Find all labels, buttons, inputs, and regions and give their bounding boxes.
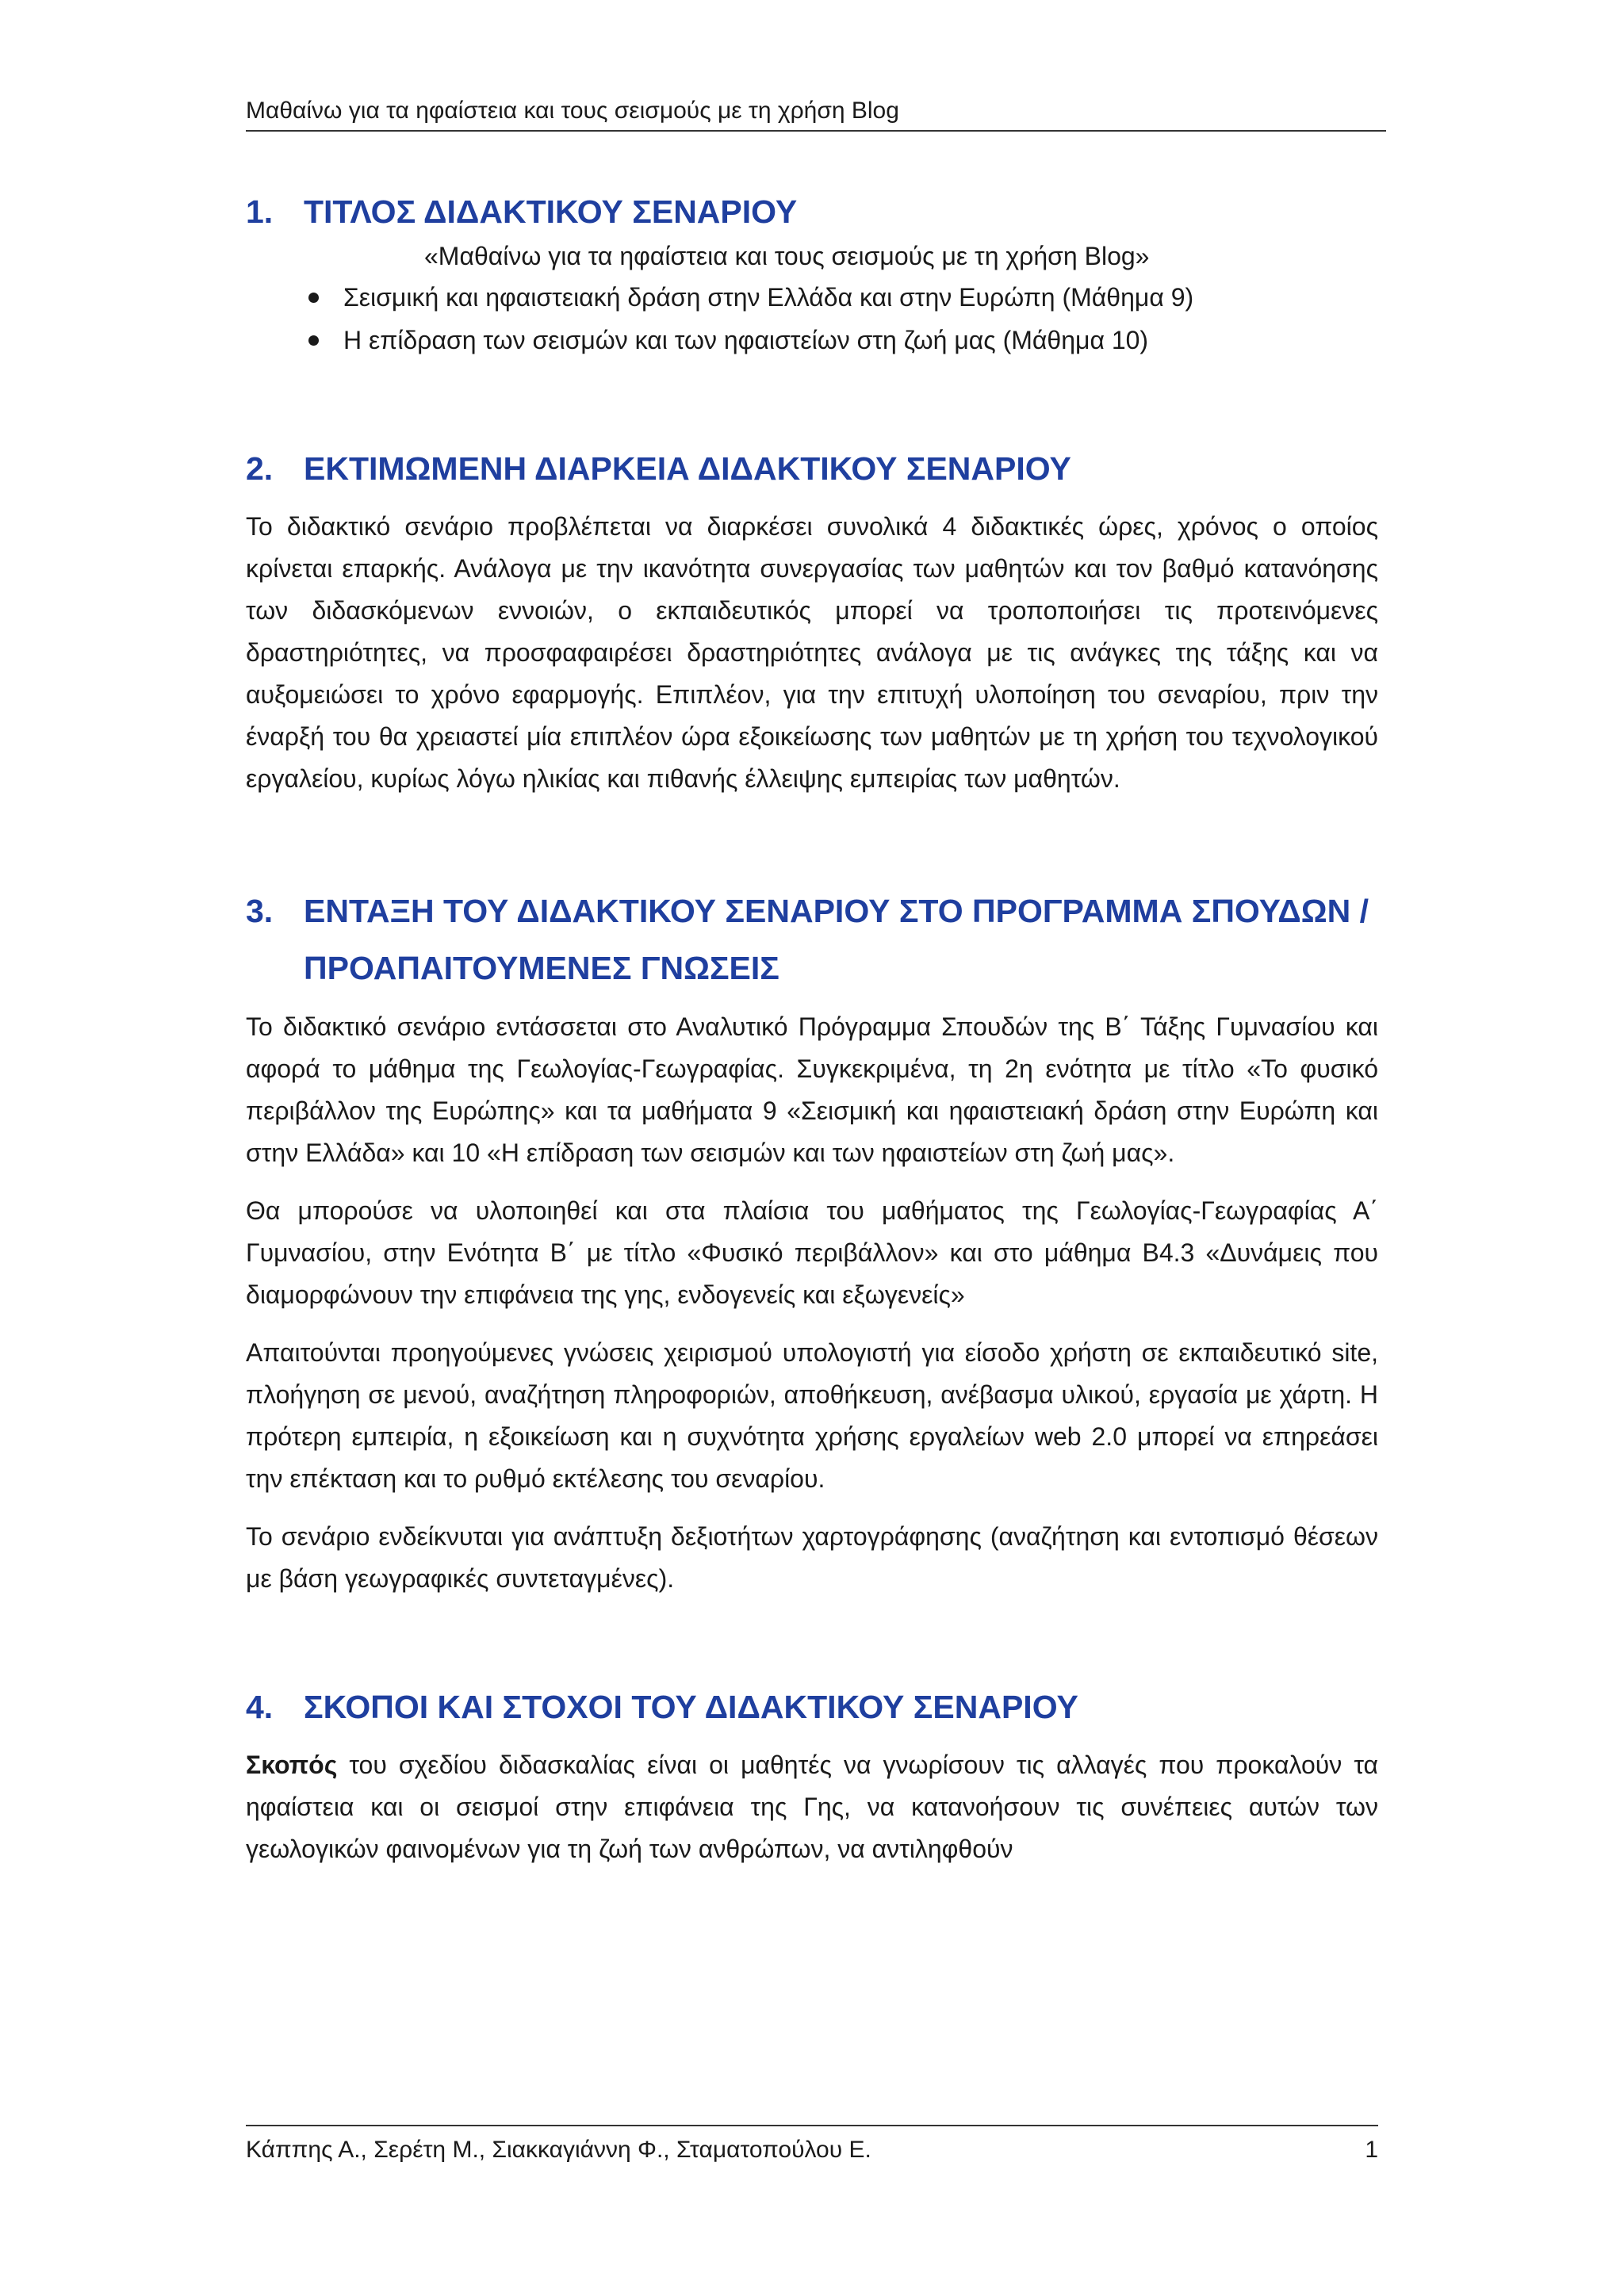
section-4-heading bbox=[246, 1682, 1378, 1732]
page-number: 1 bbox=[1365, 2137, 1378, 2163]
section-2-paragraph: Το διδακτικό σενάριο προβλέπεται να διαρκέσει συνολικά 4 διδακτικές ώρες, χρόνος ο οποίος κρίνεται επαρκής. Ανάλογα με την ικανότητα συνεργασίας των μαθητών και τον βαθμό κατανόησης των διδασκόμενων εννοιών, ο εκπαιδευτικός μπορεί να τροποποιήσει τις προτεινόμενες δραστηριότητες, να προσφαφαιρέσει δραστηριότητες ανάλογα με τις ανάγκες της τάξης και να αυξομειώσει το χρόνο εφαρμογής. Επιπλέον, για την επιτυχή υλοποίηση του σεναρίου, πριν την έναρξή του θα χρειαστεί μία επιπλέον ώρα εξοικείωσης των μαθητών με τη χρήση του τεχνολογικού εργαλείου, κυρίως λόγω ηλικίας και πιθανής έλλειψης εμπειρίας των μαθητών. bbox=[246, 512, 1378, 793]
document-body bbox=[246, 187, 1378, 1870]
section-4-number: 4. bbox=[246, 1689, 274, 1725]
aim-label: Σκοπός bbox=[246, 1751, 338, 1779]
section-3-paragraph-3: Απαιτούνται προηγούμενες γνώσεις χειρισμού υπολογιστή για είσοδο χρήστη σε εκπαιδευτικό site, πλοήγηση σε μενού, αναζήτηση πληροφοριών, αποθήκευση, ανέβασμα υλικού, εργασία με χάρτη. Η πρότερη εμπειρία, η εξοικείωση και η συχνότητα χρήσης εργαλείων web 2.0 μπορεί να επηρεάσει την επέκταση και το ρυθμό εκτέλεσης του σεναρίου. bbox=[246, 1338, 1378, 1493]
footer-authors: Κάππης Α., Σερέτη Μ., Σιακκαγιάννη Φ., Σταματοπούλου Ε. bbox=[246, 2137, 871, 2163]
list-item bbox=[304, 319, 1378, 362]
lesson-list bbox=[246, 276, 1378, 362]
section-1-heading bbox=[246, 187, 1378, 236]
section-3-paragraph-4: Το σενάριο ενδείκνυται για ανάπτυξη δεξιοτήτων χαρτογράφησης (αναζήτηση και εντοπισμό θέσεων με βάση γεωγραφικές συντεταγμένες). bbox=[246, 1522, 1378, 1593]
header-title: Μαθαίνω για τα ηφαίστεια και τους σεισμούς με τη χρήση Blog bbox=[246, 98, 899, 124]
section-2-heading bbox=[246, 444, 1378, 493]
section-2-title: ΕΚΤΙΜΩΜΕΝΗ ΔΙΑΡΚΕΙΑ ΔΙΔΑΚΤΙΚΟΥ ΣΕΝΑΡΙΟΥ bbox=[304, 450, 1071, 487]
section-1-title: ΤΙΤΛΟΣ ΔΙΔΑΚΤΙΚΟΥ ΣΕΝΑΡΙΟΥ bbox=[304, 193, 798, 230]
section-1-number: 1. bbox=[246, 193, 274, 230]
section-2-number: 2. bbox=[246, 450, 274, 487]
section-3-number: 3. bbox=[246, 893, 274, 929]
list-item-text: Η επίδραση των σεισμών και των ηφαιστείων στη ζωή μας (Μάθημα 10) bbox=[343, 326, 1149, 354]
section-3-paragraph-1: Το διδακτικό σενάριο εντάσσεται στο Αναλυτικό Πρόγραμμα Σπουδών της Β΄ Τάξης Γυμνασίου και αφορά το μάθημα της Γεωλογίας-Γεωγραφίας. Συγκεκριμένα, τη 2η ενότητα με τίτλο «Το φυσικό περιβάλλον της Ευρώπης» και τα μαθήματα 9 «Σεισμική και ηφαιστειακή δράση στην Ευρώπη και στην Ελλάδα» και 10 «Η επίδραση των σεισμών και των ηφαιστείων στη ζωή μας». bbox=[246, 1012, 1378, 1167]
section-3-title: ΕΝΤΑΞΗ ΤΟΥ ΔΙΔΑΚΤΙΚΟΥ ΣΕΝΑΡΙΟΥ ΣΤΟ ΠΡΟΓΡΑΜΜΑ ΣΠΟΥΔΩΝ / ΠΡΟΑΠΑΙΤΟΥΜΕΝΕΣ ΓΝΩΣΕΙΣ bbox=[304, 893, 1369, 986]
aim-text: του σχεδίου διδασκαλίας είναι οι μαθητές να γνωρίσουν τις αλλαγές που προκαλούν τα ηφαίστεια και οι σεισμοί στην επιφάνεια της Γης, να κατανοήσουν τις συνέπειες αυτών των γεωλογικών φαινομένων για τη ζωή των ανθρώπων, να αντιληφθούν bbox=[246, 1751, 1378, 1863]
page-header bbox=[246, 95, 1386, 132]
bullet-icon bbox=[308, 293, 319, 303]
section-3-paragraph-2: Θα μπορούσε να υλοποιηθεί και στα πλαίσια του μαθήματος της Γεωλογίας-Γεωγραφίας Α΄ Γυμνασίου, στην Ενότητα Β΄ με τίτλο «Φυσικό περιβάλλον» και στο μάθημα Β4.3 «Δυνάμεις που διαμορφώνουν την επιφάνεια της γης, ενδογενείς και εξωγενείς» bbox=[246, 1196, 1378, 1309]
section-4-title: ΣΚΟΠΟΙ ΚΑΙ ΣΤΟΧΟΙ ΤΟΥ ΔΙΔΑΚΤΙΚΟΥ ΣΕΝΑΡΙΟΥ bbox=[304, 1689, 1078, 1725]
section-3-heading bbox=[246, 882, 1378, 997]
list-item bbox=[304, 276, 1378, 319]
page-footer bbox=[246, 2125, 1378, 2166]
section-4-paragraph bbox=[246, 1744, 1378, 1870]
scenario-subtitle: «Μαθαίνω για τα ηφαίστεια και τους σεισμούς με τη χρήση Blog» bbox=[424, 242, 1150, 270]
bullet-icon bbox=[308, 335, 319, 346]
list-item-text: Σεισμική και ηφαιστειακή δράση στην Ελλάδα και στην Ευρώπη (Μάθημα 9) bbox=[343, 283, 1194, 312]
